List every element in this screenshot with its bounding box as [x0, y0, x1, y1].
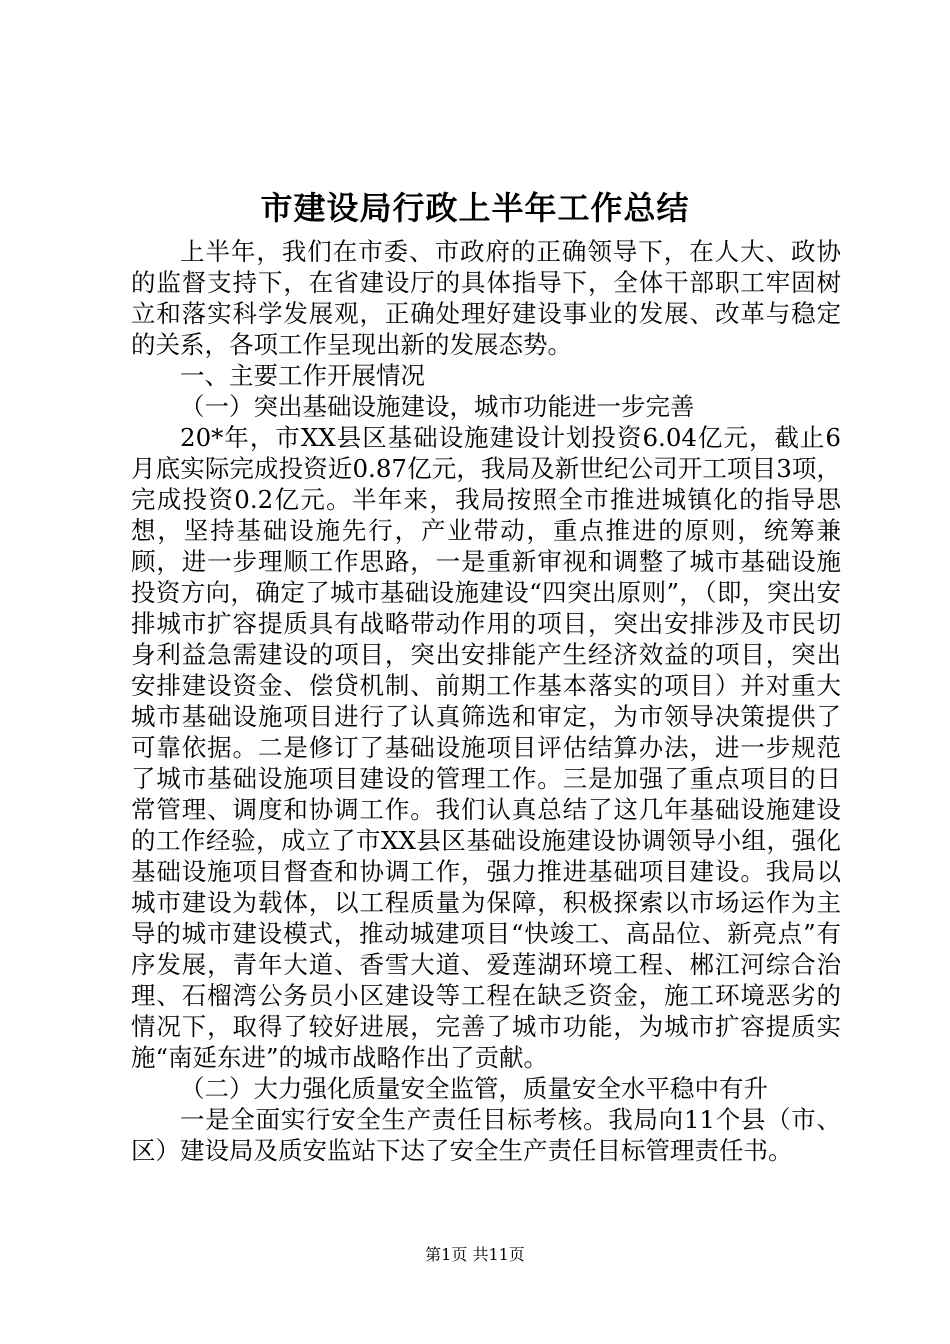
- page-number: 第1页 共11页: [425, 1245, 525, 1264]
- document-body: [131, 236, 841, 1166]
- body-paragraph: 20*年，市XX县区基础设施建设计划投资6.04亿元，截止6月底实际完成投资近0.87亿元，我局及新世纪公司开工项目3项，完成投资0.2亿元。半年来，我局按照全市推进城镇化的指导思想，坚持基础设施先行，产业带动，重点推进的原则，统筹兼顾，进一步理顺工作思路，一是重新审视和调整了城市基础设施投资方向，确定了城市基础设施建设“四突出原则”，（即，突出安排城市扩容提质具有战略带动作用的项目，突出安排涉及市民切身利益急需建设的项目，突出安排能产生经济效益的项目，突出安排建设资金、偿贷机制、前期工作基本落实的项目）并对重大城市基础设施项目进行了认真筛选和审定，为市领导决策提供了可靠依据。二是修订了基础设施项目评估结算办法，进一步规范了城市基础设施项目建设的管理工作。三是加强了重点项目的日常管理、调度和协调工作。我们认真总结了这几年基础设施建设的工作经验，成立了市XX县区基础设施建设协调领导小组，强化基础设施项目督查和协调工作，强力推进基础项目建设。我局以城市建设为载体，以工程质量为保障，积极探索以市场运作为主导的城市建设模式，推动城建项目“快竣工、高品位、新亮点”有序发展，青年大道、香雪大道、爱莲湖环境工程、郴江河综合治理、石榴湾公务员小区建设等工程在缺乏资金，施工环境恶劣的情况下，取得了较好进展，完善了城市功能，为城市扩容提质实施“南延东进”的城市战略作出了贡献。: [131, 423, 841, 1072]
- subsection-heading: （二）大力强化质量安全监管，质量安全水平稳中有升: [180, 1074, 768, 1103]
- body-paragraph: 一是全面实行安全生产责任目标考核。我局向11个县（市、区）建设局及质安监站下达了安全生产责任目标管理责任书。: [131, 1105, 841, 1165]
- section-heading: 一、主要工作开展情况: [180, 361, 425, 390]
- document-title: 市建设局行政上半年工作总结: [260, 189, 690, 227]
- subsection-heading: （一）突出基础设施建设，城市功能进一步完善: [180, 392, 695, 421]
- intro-paragraph: 上半年，我们在市委、市政府的正确领导下，在人大、政协的监督支持下，在省建设厅的具体指导下，全体干部职工牢固树立和落实科学发展观，正确处理好建设事业的发展、改革与稳定的关系，各项工作呈现出新的发展态势。: [131, 237, 841, 359]
